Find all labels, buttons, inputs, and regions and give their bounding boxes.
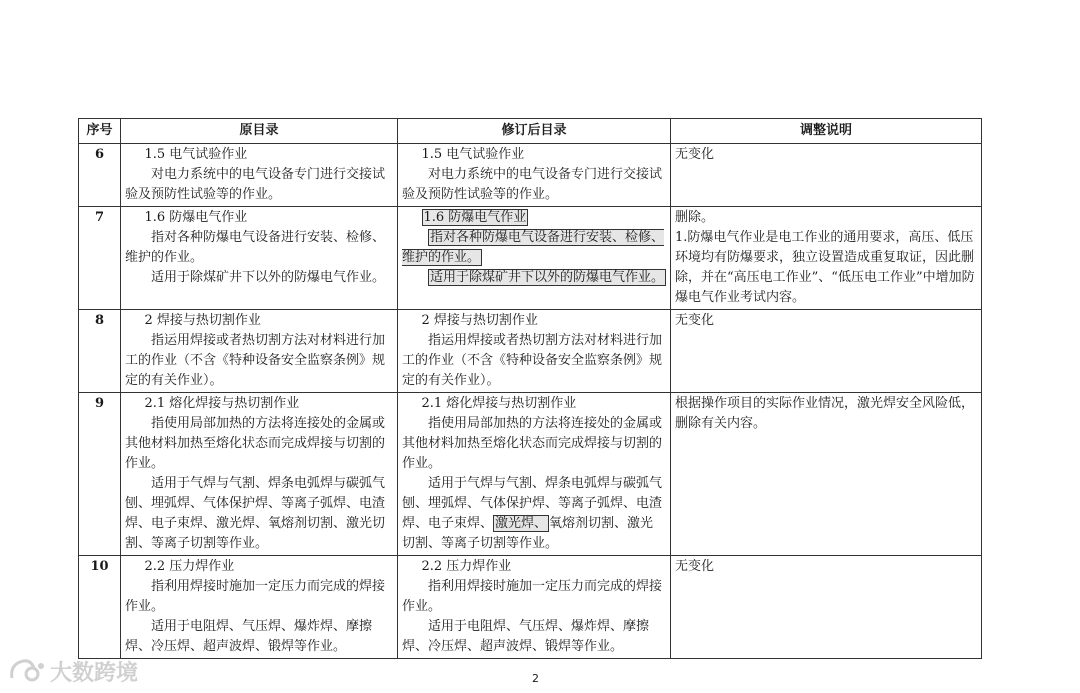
section-title: 2 焊接与热切割作业 (421, 313, 538, 328)
revised-cell (398, 207, 671, 310)
text-part: 适用于气焊与气割、焊条电弧焊与碳弧气刨、埋弧焊、气体保护焊、等离子弧焊、电渣焊、电子束焊、 (402, 476, 663, 531)
section-text: 适用于电阻焊、气压焊、爆炸焊、摩擦焊、冷压焊、超声波焊、锻焊等作业。 (402, 619, 650, 654)
row-number: 7 (79, 207, 121, 310)
section-text: 对电力系统中的电气设备专门进行交接试验及预防性试验等的作业。 (125, 167, 386, 202)
section-text: 指利用焊接时施加一定压力而完成的焊接作业。 (402, 579, 663, 614)
revised-cell (398, 310, 671, 393)
table-row (79, 556, 982, 659)
section-title: 2.1 熔化焊接与热切割作业 (144, 396, 300, 411)
section-text (402, 228, 666, 268)
table-header-row (79, 119, 982, 144)
text-part: 氧熔剂切割、激光切割、等离子切割等作业。 (402, 516, 654, 551)
note-text: 无变化 (675, 559, 715, 574)
section-title: 1.6 防爆电气作业 (144, 210, 248, 225)
revised-cell (398, 556, 671, 659)
original-cell (121, 207, 398, 310)
watermark-text: 大数跨境 (50, 660, 139, 686)
note-text: 删除。 (675, 210, 715, 225)
note-cell (671, 207, 982, 310)
section-title: 2.2 压力焊作业 (144, 559, 235, 574)
note-cell (671, 310, 982, 393)
note-text: 无变化 (675, 147, 715, 162)
header-revised: 修订后目录 (398, 119, 671, 144)
section-text: 指利用焊接时施加一定压力而完成的焊接作业。 (125, 579, 386, 614)
row-number: 8 (79, 310, 121, 393)
section-title: 1.5 电气试验作业 (144, 147, 248, 162)
deleted-highlight: 适用于除煤矿井下以外的防爆电气作业。 (430, 270, 665, 285)
original-cell (121, 310, 398, 393)
note-cell (671, 393, 982, 556)
revision-table (78, 118, 982, 659)
section-title: 2.2 压力焊作业 (421, 559, 512, 574)
row-number: 6 (79, 144, 121, 207)
page-number: 2 (532, 672, 539, 685)
brand-logo-icon (8, 656, 46, 686)
section-text: 指对各种防爆电气设备进行安装、检修、维护的作业。 (125, 230, 386, 265)
table-row (79, 144, 982, 207)
section-text: 对电力系统中的电气设备专门进行交接试验及预防性试验等的作业。 (402, 167, 663, 202)
note-text: 无变化 (675, 313, 715, 328)
section-text: 指运用焊接或者热切割方法对材料进行加工的作业（不含《特种设备安全监察条例》规定的有关作业）。 (402, 333, 663, 388)
table-row (79, 207, 982, 310)
section-text (402, 474, 666, 554)
original-cell (121, 144, 398, 207)
section-text (402, 268, 666, 288)
table-row (79, 310, 982, 393)
section-title: 1.5 电气试验作业 (421, 147, 525, 162)
row-number: 9 (79, 393, 121, 556)
note-text: 1.防爆电气作业是电工作业的通用要求，高压、低压环境均有防爆要求，独立设置造成重复取证，因此删除，并在“高压电工作业”、“低压电工作业”中增加防爆电气作业考试内容。 (675, 230, 975, 305)
original-cell (121, 556, 398, 659)
header-seq: 序号 (79, 119, 121, 144)
section-text: 指运用焊接或者热切割方法对材料进行加工的作业（不含《特种设备安全监察条例》规定的有关作业）。 (125, 333, 386, 388)
section-title: 2 焊接与热切割作业 (144, 313, 261, 328)
note-cell (671, 144, 982, 207)
deleted-highlight: 1.6 防爆电气作业 (423, 210, 527, 225)
header-original: 原目录 (121, 119, 398, 144)
section-title: 2.1 熔化焊接与热切割作业 (421, 396, 577, 411)
note-cell (671, 556, 982, 659)
table-row (79, 393, 982, 556)
section-text: 指使用局部加热的方法将连接处的金属或其他材料加热至熔化状态而完成焊接与切割的作业。 (402, 416, 663, 471)
deleted-highlight: 激光焊、 (495, 516, 548, 531)
deleted-highlight: 指对各种防爆电气设备进行安装、检修、维护的作业。 (402, 230, 665, 265)
section-text: 适用于除煤矿井下以外的防爆电气作业。 (151, 270, 386, 285)
original-cell (121, 393, 398, 556)
row-number: 10 (79, 556, 121, 659)
revised-cell (398, 144, 671, 207)
header-notes: 调整说明 (671, 119, 982, 144)
revised-cell (398, 393, 671, 556)
section-text: 适用于气焊与气割、焊条电弧焊与碳弧气刨、埋弧焊、气体保护焊、等离子弧焊、电渣焊、电子束焊、激光焊、氧熔剂切割、激光切割、等离子切割等作业。 (125, 476, 386, 551)
section-text: 适用于电阻焊、气压焊、爆炸焊、摩擦焊、冷压焊、超声波焊、锻焊等作业。 (125, 619, 373, 654)
watermark (8, 654, 138, 688)
section-title (402, 208, 666, 228)
section-text: 指使用局部加热的方法将连接处的金属或其他材料加热至熔化状态而完成焊接与切割的作业。 (125, 416, 386, 471)
note-text: 根据操作项目的实际作业情况，激光焊安全风险低，删除有关内容。 (675, 396, 975, 431)
